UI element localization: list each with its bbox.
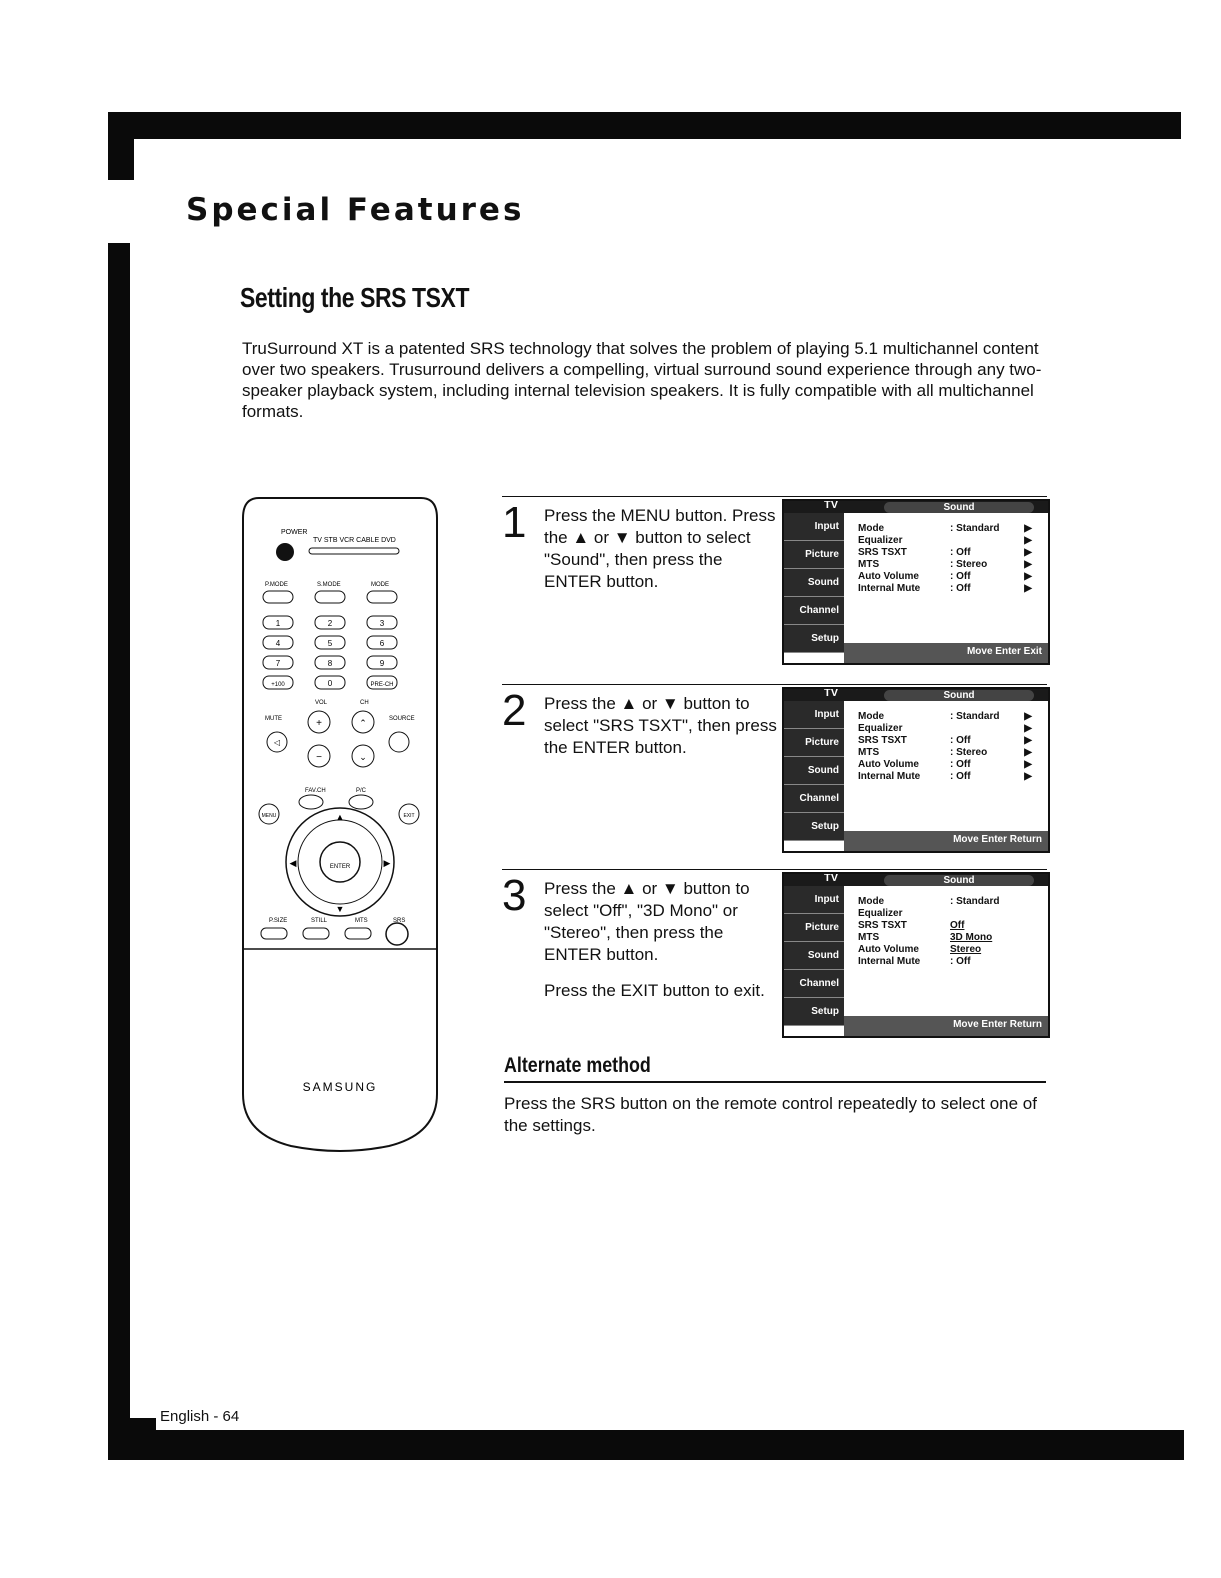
osd-row-key: Mode <box>858 523 885 534</box>
menu-label: MENU <box>261 813 277 819</box>
osd-row-value: : Stereo <box>950 559 988 570</box>
source-button[interactable] <box>389 732 409 752</box>
osd-row-key: Auto Volume <box>858 944 919 955</box>
osd-screenshot <box>782 872 1050 1038</box>
osd-row-value: : Standard <box>950 896 1000 907</box>
osd-tab-picture: Picture <box>784 914 844 942</box>
osd-row-key: SRS TSXT <box>858 735 907 746</box>
osd-screenshot <box>782 499 1050 665</box>
speaker-icon: ◁ <box>273 738 281 747</box>
psize-label: P.SIZE <box>269 918 288 924</box>
dpad[interactable] <box>286 808 394 916</box>
arrow-right-icon: ▶ <box>1024 771 1032 782</box>
osd-row <box>858 547 1038 559</box>
key-7: 7 <box>275 659 281 668</box>
osd-row-value: : Standard <box>950 523 1000 534</box>
key-plus100: +100 <box>271 682 285 688</box>
section-title: Special Features <box>186 192 525 228</box>
arrow-right-icon: ▶ <box>383 858 391 868</box>
exit-label: EXIT <box>403 813 415 819</box>
osd-footer <box>844 643 1048 663</box>
osd-row <box>858 932 1038 944</box>
osd-tab-sound: Sound <box>784 569 844 597</box>
osd-tab-picture: Picture <box>784 541 844 569</box>
arrow-right-icon <box>1022 956 1032 968</box>
vol-label: VOL <box>315 700 328 706</box>
arrow-right-icon: ▶ <box>1024 735 1032 746</box>
minus-icon: − <box>316 752 322 763</box>
header-tab <box>108 112 134 180</box>
osd-tab-setup: Setup <box>784 813 844 841</box>
osd-row-key: Internal Mute <box>858 583 921 594</box>
mode-label: MODE <box>371 582 389 588</box>
srs-label: SRS <box>393 918 406 924</box>
osd-row-value: : Stereo <box>950 747 988 758</box>
enter-label: ENTER <box>329 864 351 870</box>
smode-label: S.MODE <box>317 582 341 588</box>
osd-menu-title: Sound <box>884 690 1034 701</box>
psize-button[interactable] <box>261 928 287 939</box>
enter-button[interactable] <box>320 842 360 882</box>
osd-row <box>858 711 1038 723</box>
osd-row <box>858 523 1038 535</box>
key-0: 0 <box>327 679 333 688</box>
mts-button[interactable] <box>345 928 371 939</box>
remote-control-illustration <box>239 494 441 1156</box>
left-margin-bar <box>108 243 130 1423</box>
osd-row-value: : Off <box>950 759 971 770</box>
osd-row-key: Mode <box>858 711 885 722</box>
osd-footer-text: Move Enter Exit <box>966 646 1042 657</box>
source-row-label: TV STB VCR CABLE DVD <box>313 537 396 544</box>
chevron-down-icon: ⌄ <box>359 752 367 762</box>
intro-paragraph: TruSurround XT is a patented SRS technology that solves the problem of playing 5.1 multichannel content over two speakers. Trusurround delivers a compelling, virtual surround sound experience through any two-speaker playback system, including internal television speakers. It is fully compatible with all multichannel formats. <box>242 339 1042 421</box>
alternate-method-heading: Alternate method <box>504 1054 651 1077</box>
arrow-right-icon: ▶ <box>1024 759 1032 770</box>
osd-row-key: Equalizer <box>858 535 903 546</box>
osd-menu-rows <box>858 896 1038 968</box>
arrow-right-icon: ▶ <box>1024 535 1032 546</box>
favch-button[interactable] <box>299 795 323 809</box>
page-number: English - 64 <box>160 1408 240 1425</box>
brand-logo: SAMSUNG <box>302 1080 378 1094</box>
osd-row-key: Internal Mute <box>858 956 921 967</box>
osd-row <box>858 747 1038 759</box>
osd-sidebar <box>784 513 844 653</box>
arrow-right-icon <box>1022 920 1032 932</box>
osd-row-value <box>950 535 1022 547</box>
step-1 <box>502 496 1047 665</box>
osd-tab-sound: Sound <box>784 942 844 970</box>
number-keypad[interactable] <box>263 616 397 689</box>
osd-row-key: MTS <box>858 747 880 758</box>
power-label: POWER <box>281 529 308 536</box>
srs-button[interactable] <box>386 923 408 945</box>
osd-row-value: : Off <box>950 735 971 746</box>
arrow-right-icon: ▶ <box>1024 723 1032 734</box>
osd-row-value: : Off <box>950 771 971 782</box>
osd-row <box>858 535 1038 547</box>
osd-row-key: Auto Volume <box>858 571 919 582</box>
key-9: 9 <box>379 659 385 668</box>
still-button[interactable] <box>303 928 329 939</box>
osd-footer <box>844 1016 1048 1036</box>
osd-row-key: Internal Mute <box>858 771 921 782</box>
arrow-right-icon: ▶ <box>1024 523 1032 534</box>
arrow-right-icon: ▶ <box>1024 711 1032 722</box>
arrow-right-icon: ▶ <box>1024 571 1032 582</box>
osd-tab-input: Input <box>784 513 844 541</box>
alternate-method-body: Press the SRS button on the remote control repeatedly to select one of the settings. <box>504 1094 1037 1135</box>
osd-row <box>858 559 1038 571</box>
osd-row-value <box>950 908 1022 920</box>
osd-tab-channel: Channel <box>784 597 844 625</box>
arrow-right-icon <box>1022 896 1032 908</box>
osd-option-off: Off <box>950 920 965 931</box>
osd-row <box>858 571 1038 583</box>
pc-label: P/C <box>356 788 367 794</box>
osd-row-key: Mode <box>858 896 885 907</box>
chevron-up-icon: ⌃ <box>359 718 367 728</box>
osd-topbar <box>784 501 1048 513</box>
page-heading: Setting the SRS TSXT <box>240 282 470 313</box>
key-prech: PRE-CH <box>370 682 394 688</box>
osd-screenshot <box>782 687 1050 853</box>
osd-row-value: : Standard <box>950 711 1000 722</box>
arrow-right-icon <box>1022 932 1032 944</box>
osd-row-value: : Off <box>950 571 971 582</box>
osd-topbar <box>784 874 1048 886</box>
arrow-right-icon: ▶ <box>1024 583 1032 594</box>
pc-button[interactable] <box>349 795 373 809</box>
step-instructions <box>544 878 780 1016</box>
osd-tab-channel: Channel <box>784 785 844 813</box>
step-number: 2 <box>502 686 527 735</box>
osd-sidebar <box>784 701 844 841</box>
osd-footer <box>844 831 1048 851</box>
arrow-right-icon: ▶ <box>1024 547 1032 558</box>
source-label: SOURCE <box>389 716 415 722</box>
still-label: STILL <box>311 918 328 924</box>
step-number: 1 <box>502 498 527 547</box>
osd-tab-input: Input <box>784 701 844 729</box>
key-4: 4 <box>275 639 281 648</box>
osd-menu-rows <box>858 711 1038 783</box>
osd-tab-setup: Setup <box>784 625 844 653</box>
osd-row-value: : Off <box>950 547 971 558</box>
osd-row <box>858 944 1038 956</box>
step-paragraph: Press the ▲ or ▼ button to select "SRS TSXT", then press the ENTER button. <box>544 694 777 757</box>
footer-bar <box>108 1430 1184 1460</box>
osd-row <box>858 735 1038 747</box>
osd-row <box>858 956 1038 968</box>
arrow-right-icon <box>1022 908 1032 920</box>
header-bar <box>108 112 1181 139</box>
osd-tv-label: TV <box>824 872 839 884</box>
osd-menu-title: Sound <box>884 875 1034 886</box>
power-button[interactable] <box>276 543 294 561</box>
osd-footer-text: Move Enter Return <box>953 834 1042 845</box>
arrow-right-icon <box>1022 944 1032 956</box>
osd-tv-label: TV <box>824 687 839 699</box>
osd-row <box>858 583 1038 595</box>
osd-menu-rows <box>858 523 1038 595</box>
step-paragraph: Press the MENU button. Press the ▲ or ▼ button to select "Sound", then press the ENTER button. <box>544 506 776 591</box>
alternate-method-rule <box>504 1081 1046 1083</box>
osd-footer-text: Move Enter Return <box>953 1019 1042 1030</box>
osd-row-value: : Off <box>950 956 971 967</box>
top-function-buttons[interactable] <box>263 582 397 603</box>
osd-tab-channel: Channel <box>784 970 844 998</box>
osd-tv-label: TV <box>824 499 839 511</box>
osd-row-key: SRS TSXT <box>858 920 907 931</box>
osd-row-key: MTS <box>858 932 880 943</box>
arrow-right-icon: ▶ <box>1024 747 1032 758</box>
key-8: 8 <box>327 659 333 668</box>
osd-row <box>858 723 1038 735</box>
osd-tab-picture: Picture <box>784 729 844 757</box>
osd-option-stereo: Stereo <box>950 944 982 955</box>
mts-label: MTS <box>355 918 368 924</box>
osd-menu-title: Sound <box>884 502 1034 513</box>
step-paragraph: Press the EXIT button to exit. <box>544 981 765 1000</box>
osd-tab-setup: Setup <box>784 998 844 1026</box>
favch-label: FAV.CH <box>305 788 326 794</box>
step-instructions <box>544 693 780 773</box>
key-6: 6 <box>379 639 385 648</box>
ch-label: CH <box>360 700 369 706</box>
plus-icon: + <box>316 718 322 729</box>
key-1: 1 <box>275 619 281 628</box>
osd-row <box>858 920 1038 932</box>
osd-sidebar <box>784 886 844 1026</box>
step-2 <box>502 684 1047 853</box>
osd-row <box>858 896 1038 908</box>
arrow-down-icon: ▼ <box>335 904 345 914</box>
osd-row-key: Equalizer <box>858 723 903 734</box>
osd-row <box>858 908 1038 920</box>
pmode-label: P.MODE <box>265 582 288 588</box>
osd-row <box>858 771 1038 783</box>
mute-label: MUTE <box>265 716 282 722</box>
step-number: 3 <box>502 871 527 920</box>
step-instructions <box>544 505 780 607</box>
osd-row <box>858 759 1038 771</box>
osd-tab-sound: Sound <box>784 757 844 785</box>
osd-row-key: MTS <box>858 559 880 570</box>
osd-row-key: Equalizer <box>858 908 903 919</box>
osd-row-value <box>950 723 1022 735</box>
osd-tab-input: Input <box>784 886 844 914</box>
key-3: 3 <box>379 619 385 628</box>
step-3 <box>502 869 1047 1038</box>
arrow-right-icon: ▶ <box>1024 559 1032 570</box>
osd-topbar <box>784 689 1048 701</box>
arrow-up-icon: ▲ <box>335 812 345 822</box>
key-2: 2 <box>327 619 333 628</box>
key-5: 5 <box>327 639 333 648</box>
osd-row-key: SRS TSXT <box>858 547 907 558</box>
osd-row-key: Auto Volume <box>858 759 919 770</box>
osd-option-3d-mono: 3D Mono <box>950 932 993 943</box>
arrow-left-icon: ◀ <box>289 858 297 868</box>
osd-row-value: : Off <box>950 583 971 594</box>
step-paragraph: Press the ▲ or ▼ button to select "Off", "3D Mono" or "Stereo", then press the ENTER button. <box>544 879 750 964</box>
